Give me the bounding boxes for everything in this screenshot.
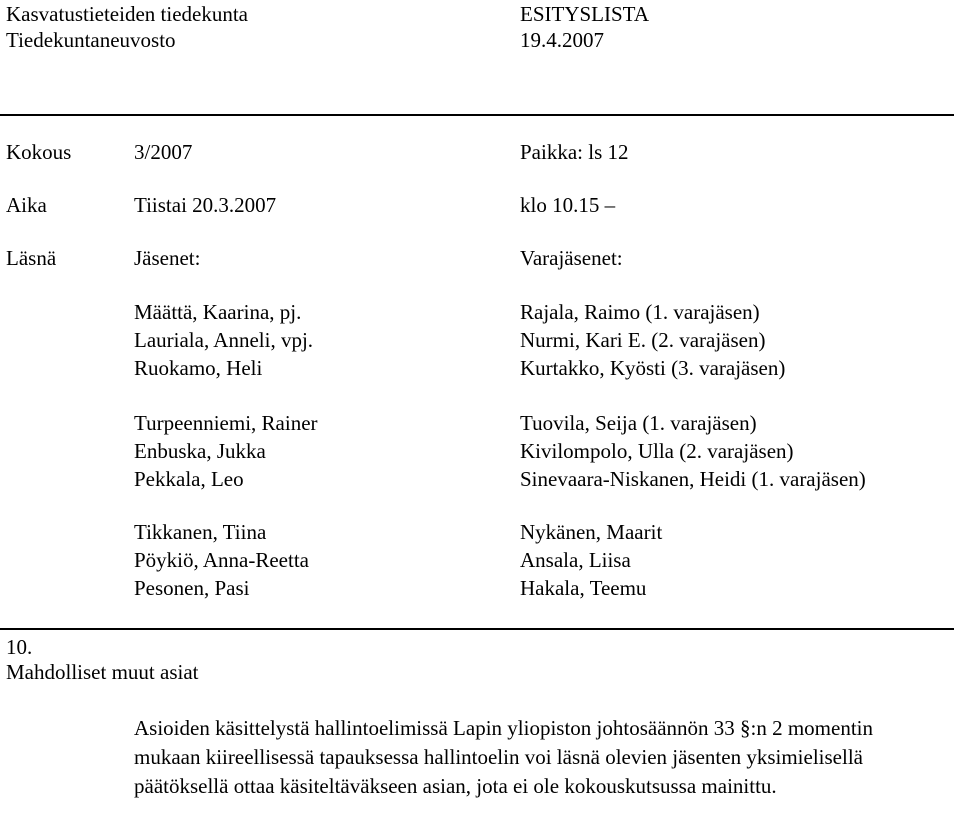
kokous-label: Kokous xyxy=(6,140,72,164)
member-name: Pöykiö, Anna-Reetta xyxy=(134,548,309,572)
meeting-time: klo 10.15 – xyxy=(520,193,616,217)
deputy-name: Rajala, Raimo (1. varajäsen) xyxy=(520,300,760,324)
section-divider xyxy=(0,628,954,630)
aika-value: Tiistai 20.3.2007 xyxy=(134,193,277,217)
member-name: Pekkala, Leo xyxy=(134,467,244,491)
deputy-name: Tuovila, Seija (1. varajäsen) xyxy=(520,411,757,435)
member-name: Lauriala, Anneli, vpj. xyxy=(134,328,314,352)
header-divider xyxy=(0,114,954,116)
kokous-value: 3/2007 xyxy=(134,140,193,164)
member-name: Ruokamo, Heli xyxy=(134,356,263,380)
deputy-name: Ansala, Liisa xyxy=(520,548,631,572)
deputies-heading: Varajäsenet: xyxy=(520,246,623,270)
members-heading: Jäsenet: xyxy=(134,246,201,270)
deputy-name: Sinevaara-Niskanen, Heidi (1. varajäsen) xyxy=(520,467,866,491)
member-name: Pesonen, Pasi xyxy=(134,576,250,600)
aika-label: Aika xyxy=(6,193,47,217)
document-type: ESITYSLISTA xyxy=(520,2,649,26)
faculty-name: Kasvatustieteiden tiedekunta xyxy=(6,2,249,26)
item-body: Asioiden käsittelystä hallintoelimissä Lapin yliopiston johtosäännön 33 §:n 2 momentin mukaan kiireellisessä tapauksessa hallintoelin voi läsnä olevien jäsenten yksimielisellä päätöksellä ottaa käsiteltäväkseen asian, jota ei ole kokouskutsussa mainittu. xyxy=(134,716,874,798)
council-name: Tiedekuntaneuvosto xyxy=(6,28,176,52)
document-date: 19.4.2007 xyxy=(520,28,604,52)
meeting-location: Paikka: ls 12 xyxy=(520,140,629,164)
member-name: Tikkanen, Tiina xyxy=(134,520,267,544)
deputy-name: Nykänen, Maarit xyxy=(520,520,663,544)
member-name: Enbuska, Jukka xyxy=(134,439,266,463)
deputy-name: Nurmi, Kari E. (2. varajäsen) xyxy=(520,328,766,352)
deputy-name: Kivilompolo, Ulla (2. varajäsen) xyxy=(520,439,794,463)
deputy-name: Kurtakko, Kyösti (3. varajäsen) xyxy=(520,356,786,380)
deputy-name: Hakala, Teemu xyxy=(520,576,647,600)
item-title: Mahdolliset muut asiat xyxy=(6,660,199,684)
member-name: Määttä, Kaarina, pj. xyxy=(134,300,302,324)
item-number: 10. xyxy=(6,635,33,659)
member-name: Turpeenniemi, Rainer xyxy=(134,411,318,435)
lasna-label: Läsnä xyxy=(6,246,57,270)
